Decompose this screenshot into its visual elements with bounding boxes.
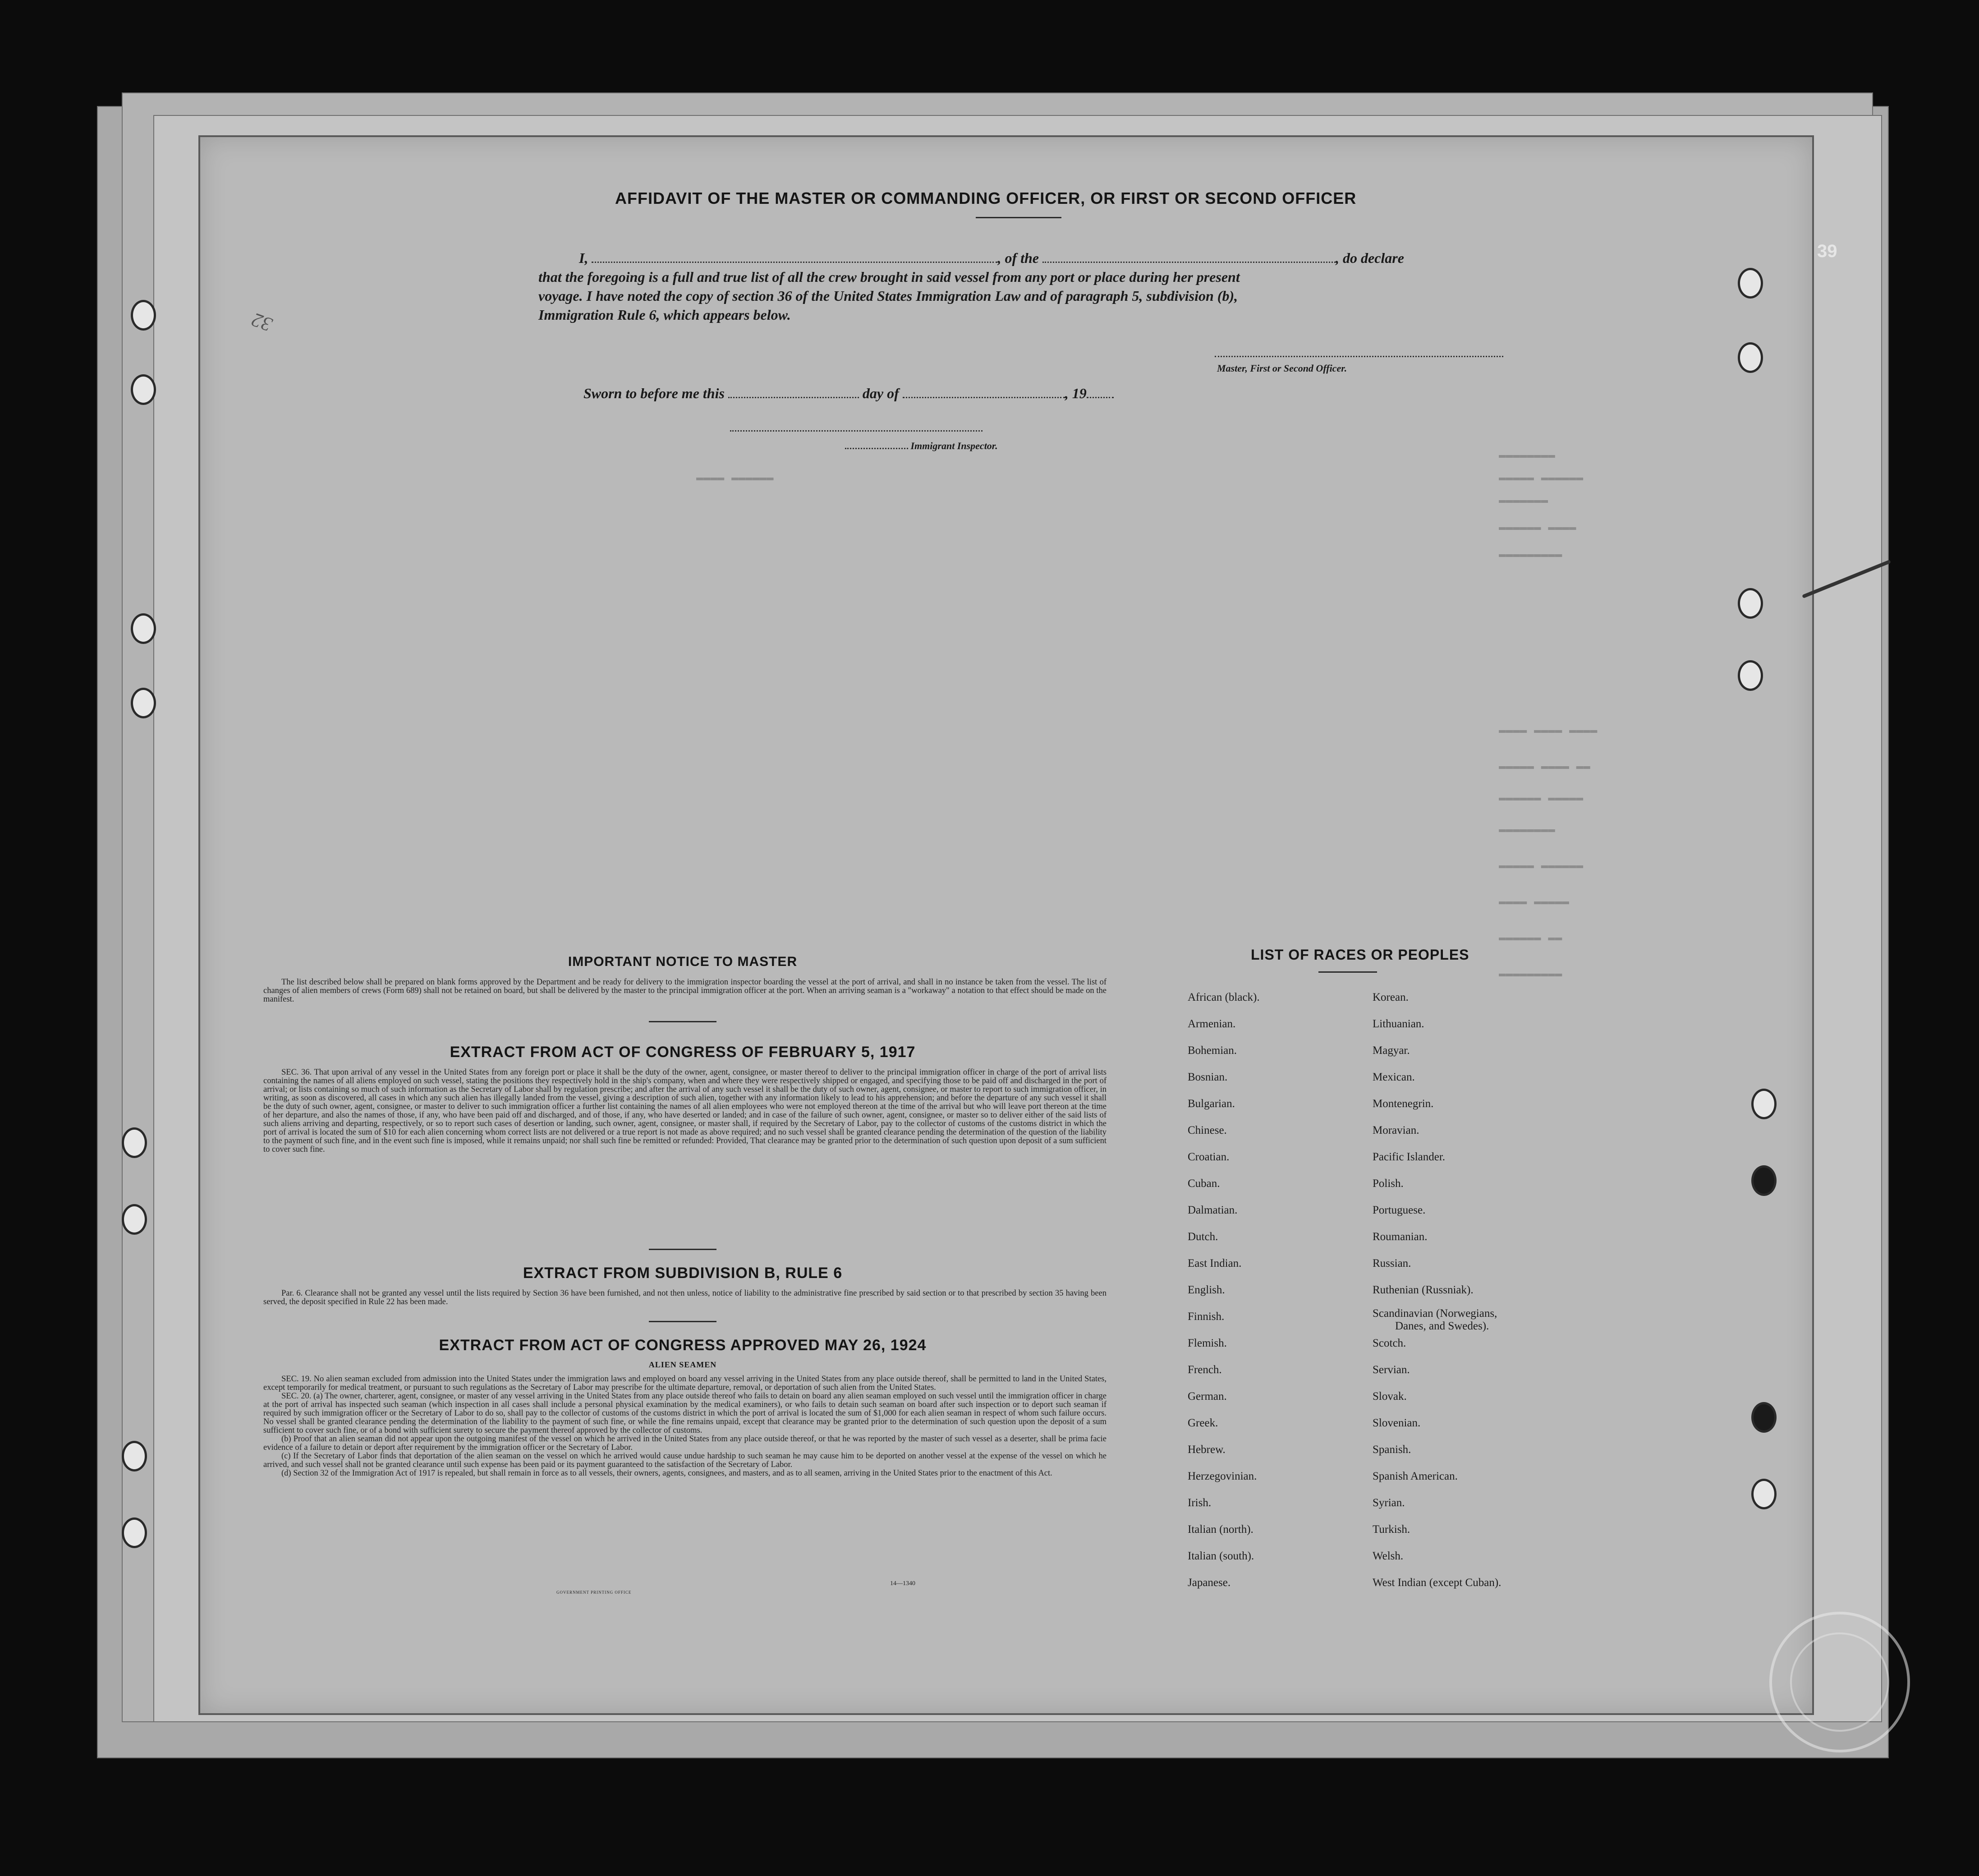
affidavit-line-4: Immigration Rule 6, which appears below.	[538, 307, 791, 323]
divider	[649, 1021, 716, 1022]
notice-text: The list described below shall be prepared on blank forms approved by the Department and be ready for delivery to the immigration inspector boarding the vessel at the port of arrival, and shall in no instance be taken from the vessel. The list of changes of alien members of crews (Form 689) shall not be retained on board, but shall be delivered by the master to the principal immigration officer at the port. When an arriving seaman is a "workaway" a notation to that effect should be made on the manifest.	[263, 978, 1107, 1004]
affidavit-prefix: I,	[579, 250, 588, 266]
race-item: Armenian.	[1188, 1018, 1236, 1030]
extract-rule6-text: Par. 6. Clearance shall not be granted any vessel until the lists required by Section 36 have been furnished, and not then unless, notice of liability to the administrative fine prescribed by said section or to that prescribed by section 35 having been served, the deposit specified in Rule 22 has been made.	[263, 1289, 1107, 1306]
race-item: Roumanian.	[1373, 1231, 1428, 1243]
race-item: Spanish American.	[1373, 1470, 1458, 1482]
race-item: Croatian.	[1188, 1151, 1230, 1163]
race-item: Montenegrin.	[1373, 1098, 1434, 1110]
extract-1924-sec20a: SEC. 20. (a) The owner, charterer, agent, consignee, or master of any vessel arriving in the United States from any place outside thereof who fails to detain on board any alien seaman employed on such vessel until the immigration officer in charge at the port of arrival has inspected such seaman (which inspection in all cases shall include a personal physical examination by the medical examiners), or who fails to detain such seaman on board after such inspection or to deport such seaman if required by such immigration officer or the Secretary of Labor to do so, shall pay to the collector of customs of the customs district in which the port of arrival is located the sum of $1,000 for each alien seaman in respect of whom such failure occurs. No vessel shall be granted clearance pending the determination of the liability to the payment of such fine, or while the fine remains unpaid, except that clearance may be granted prior to the determination of such question upon the deposit of a sum sufficient to cover such fine, or of a bond with sufficient surety to secure the payment thereof approved by the collector of customs.	[263, 1392, 1107, 1435]
race-item: Japanese.	[1188, 1577, 1231, 1589]
sworn-prefix: Sworn to before me this	[583, 385, 725, 401]
race-item: Scandinavian (Norwegians,	[1373, 1307, 1497, 1320]
inspector-label: Immigrant Inspector.	[845, 440, 998, 452]
extract-1917-text: SEC. 36. That upon arrival of any vessel in the United States from any foreign port or place it shall be the duty of the owner, agent, consignee, or master thereof to deliver to the principal immigration officer in charge of the port of arrival lists containing the names of all aliens employed on such vessel, stating the positions they respectively hold in the ship's company, when and where they were respectively shipped or engaged, and specifying those to be paid off and discharged in the port of arrival; or lists containing so much of such information as the Secretary of Labor shall by regulation prescribe; and after the arrival of any such vessel it shall be the duty of such owner, agent, consignee, or master to report to such immigration officer, in writing, as soon as discovered, all cases in which any such alien has illegally landed from the vessel, giving a description of such alien, together with any information likely to lead to his apprehension; and before the departure of any such vessel it shall be the duty of such owner, agent, consignee, or master to deliver to such immigration officer a further list containing the names of all alien employees who were not employed thereon at the time of the arrival but who will leave port thereon at the time of her departure, and also the names of those, if any, who have been paid off and discharged, and of those, if any, who have deserted or landed; and in case of the failure of such owner, agent, consignee, or master so to deliver either of the said lists of such aliens arriving and departing, respectively, or so to report such cases of desertion or landing, such owner, agent, consignee, or master shall, if required by the Secretary of Labor, pay to the collector of customs of the customs district in which the port of arrival is located the sum of $10 for each alien concerning whom correct lists are not delivered or a true report is not made as above required; and no such vessel shall be granted clearance pending the determination of the question of the liability to the payment of such fine, and in the event such fine is imposed, while it remains unpaid; nor shall such fine be remitted or refunded: Provided, That clearance may be granted prior to the determination of such question upon deposit of a sum sufficient to cover such fine.	[263, 1068, 1107, 1154]
binder-hole	[122, 1517, 147, 1548]
binder-hole	[1738, 342, 1763, 373]
binder-hole	[131, 374, 156, 405]
divider	[1318, 971, 1377, 973]
binder-hole	[122, 1127, 147, 1158]
races-title: LIST OF RACES OR PEOPLES	[1251, 947, 1469, 963]
sworn-blank	[728, 395, 859, 398]
race-item: Korean.	[1373, 991, 1409, 1003]
inspector-signature-line	[730, 430, 983, 432]
extract-1917-title: EXTRACT FROM ACT OF CONGRESS OF FEBRUARY 5, 1917	[450, 1044, 916, 1061]
extract-1924-subtitle: ALIEN SEAMEN	[648, 1360, 717, 1369]
race-item: Dalmatian.	[1188, 1204, 1238, 1216]
binder-hole	[131, 613, 156, 644]
race-item: French.	[1188, 1364, 1222, 1376]
affidavit-declare: , do declare	[1336, 250, 1404, 266]
race-item: Danes, and Swedes).	[1395, 1320, 1489, 1332]
binder-hole	[1751, 1479, 1777, 1509]
vessel-blank	[1042, 260, 1336, 263]
affidavit-line-3: voyage. I have noted the copy of section 36 of the United States Immigration Law and of paragraph 5, subdivision (b),	[538, 288, 1238, 304]
signature-line	[1215, 356, 1503, 357]
race-item: Italian (north).	[1188, 1523, 1254, 1536]
binder-hole	[1751, 1089, 1777, 1119]
affidavit-line-1	[579, 250, 1404, 267]
divider	[976, 217, 1061, 218]
race-item: Scotch.	[1373, 1337, 1406, 1349]
race-item: Herzegovinian.	[1188, 1470, 1257, 1482]
race-item: English.	[1188, 1284, 1225, 1296]
sworn-year-label: , 19	[1065, 385, 1087, 401]
affidavit-line-2: that the foregoing is a full and true list of all the crew brought in said vessel from any port or place during her present	[538, 269, 1240, 285]
binder-hole	[1738, 268, 1763, 299]
race-item: Dutch.	[1188, 1231, 1218, 1243]
race-item: Greek.	[1188, 1417, 1218, 1429]
affidavit-form-page	[198, 135, 1814, 1715]
page-number: 39	[1817, 241, 1837, 261]
race-item: Polish.	[1373, 1177, 1404, 1190]
race-item: West Indian (except Cuban).	[1373, 1577, 1501, 1589]
extract-rule6-title: EXTRACT FROM SUBDIVISION B, RULE 6	[523, 1264, 843, 1282]
race-item: Welsh.	[1373, 1550, 1404, 1562]
binder-hole	[131, 300, 156, 331]
race-item: Lithuanian.	[1373, 1018, 1424, 1030]
official-seal-stamp	[1769, 1612, 1910, 1752]
name-blank	[592, 260, 997, 263]
binder-hole	[1751, 1402, 1777, 1433]
extract-1924-sec20b: (b) Proof that an alien seaman did not appear upon the outgoing manifest of the vessel on which he arrived in the United States from any place outside thereof, or that he was reported by the master of such vessel as a deserter, shall be prima facie evidence of a failure to detain or deport after requirement by the immigration officer or the Secretary of Labor.	[263, 1435, 1107, 1452]
race-item: Flemish.	[1188, 1337, 1227, 1349]
binder-hole	[1751, 1165, 1777, 1196]
race-item: Chinese.	[1188, 1124, 1227, 1136]
race-item: Syrian.	[1373, 1497, 1405, 1509]
extract-1924-sec19: SEC. 19. No alien seaman excluded from admission into the United States under the immigration laws and employed on board any vessel arriving in the United States from any place outside thereof, shall be permitted to land in the United States, except temporarily for medical treatment, or pursuant to such regulations as the Secretary of Labor may prescribe for the ultimate departure, removal, or deportation of such alien from the United States.	[263, 1375, 1107, 1392]
extract-1924-title: EXTRACT FROM ACT OF CONGRESS APPROVED MAY 26, 1924	[439, 1337, 927, 1354]
divider	[649, 1321, 716, 1322]
race-item: African (black).	[1188, 991, 1260, 1003]
race-item: Bohemian.	[1188, 1044, 1237, 1057]
form-code: 14—1340	[890, 1580, 915, 1587]
affidavit-title: AFFIDAVIT OF THE MASTER OR COMMANDING OFFICER, OR FIRST OR SECOND OFFICER	[615, 189, 1357, 207]
signature-label: Master, First or Second Officer.	[1217, 363, 1347, 374]
race-item: German.	[1188, 1390, 1227, 1402]
extract-1924-sec20d: (d) Section 32 of the Immigration Act of 1917 is repealed, but shall remain in force as to all vessels, their owners, agents, consignees, and masters, and as to all seamen, arriving in the United States prior to the enactment of this Act.	[281, 1469, 1052, 1478]
race-item: Turkish.	[1373, 1523, 1410, 1536]
extract-1924-sec20c: (c) If the Secretary of Labor finds that deportation of the alien seaman on the vessel on which he arrived would cause undue hardship to such seaman he may cause him to be deported on another vessel at the expense of the vessel on which he arrived, and such vessel shall not be granted clearance until such expense has been paid or its payment guaranteed to the satisfaction of the Secretary of Labor.	[263, 1452, 1107, 1469]
binder-hole	[1738, 660, 1763, 691]
race-item: Irish.	[1188, 1497, 1212, 1509]
race-item: Ruthenian (Russniak).	[1373, 1284, 1474, 1296]
year-blank	[1087, 395, 1114, 398]
printer-imprint: GOVERNMENT PRINTING OFFICE	[556, 1590, 632, 1595]
extract-1924-body	[263, 1375, 1107, 1478]
sworn-day-label: day of	[862, 385, 899, 401]
binder-hole	[122, 1204, 147, 1235]
race-item: Bulgarian.	[1188, 1098, 1235, 1110]
divider	[649, 1249, 716, 1250]
handwritten-number: 32	[248, 308, 275, 336]
sworn-line	[583, 385, 1114, 402]
binder-hole	[131, 688, 156, 718]
race-item: Bosnian.	[1188, 1071, 1228, 1083]
race-item: Slovak.	[1373, 1390, 1407, 1402]
month-blank	[903, 395, 1065, 398]
affidavit-of-the: , of the	[997, 250, 1039, 266]
race-item: Portuguese.	[1373, 1204, 1426, 1216]
race-item: East Indian.	[1188, 1257, 1242, 1269]
binder-hole	[1738, 588, 1763, 619]
race-item: Magyar.	[1373, 1044, 1410, 1057]
race-item: Cuban.	[1188, 1177, 1220, 1190]
notice-title: IMPORTANT NOTICE TO MASTER	[568, 954, 798, 969]
race-item: Spanish.	[1373, 1444, 1411, 1456]
race-item: Moravian.	[1373, 1124, 1419, 1136]
race-item: Hebrew.	[1188, 1444, 1226, 1456]
race-item: Servian.	[1373, 1364, 1410, 1376]
race-item: Slovenian.	[1373, 1417, 1421, 1429]
binder-hole	[122, 1441, 147, 1471]
race-item: Italian (south).	[1188, 1550, 1254, 1562]
race-item: Mexican.	[1373, 1071, 1415, 1083]
bleed-through-text: ▬▬▬▬ ▬▬▬▬▬▬ ▬▬▬▬▬▬▬▬ ▬▬▬▬▬ ▬▬▬▬▬▬ ▬▬▬▬▬▬▬ ▬▬▬▬▬▬ ▬▬▬▬ ▬▬▬▬▬▬▬▬▬ ▬▬▬▬ ▬▬▬▬ ▬▬▬▬ ▬▬▬▬▬ ▬▬▬▬ ▬▬ ▬▬▬▬▬▬ ▬▬▬▬▬ ▬▬▬▬▬▬▬▬ ▬▬▬▬▬ ▬▬▬▬▬▬ ▬▬▬▬ ▬▬▬▬▬ ▬▬▬▬▬▬ ▬▬ ▬▬▬▬▬▬▬▬▬	[696, 448, 1598, 980]
race-item: Pacific Islander.	[1373, 1151, 1446, 1163]
race-item: Russian.	[1373, 1257, 1411, 1269]
race-item: Finnish.	[1188, 1310, 1225, 1323]
